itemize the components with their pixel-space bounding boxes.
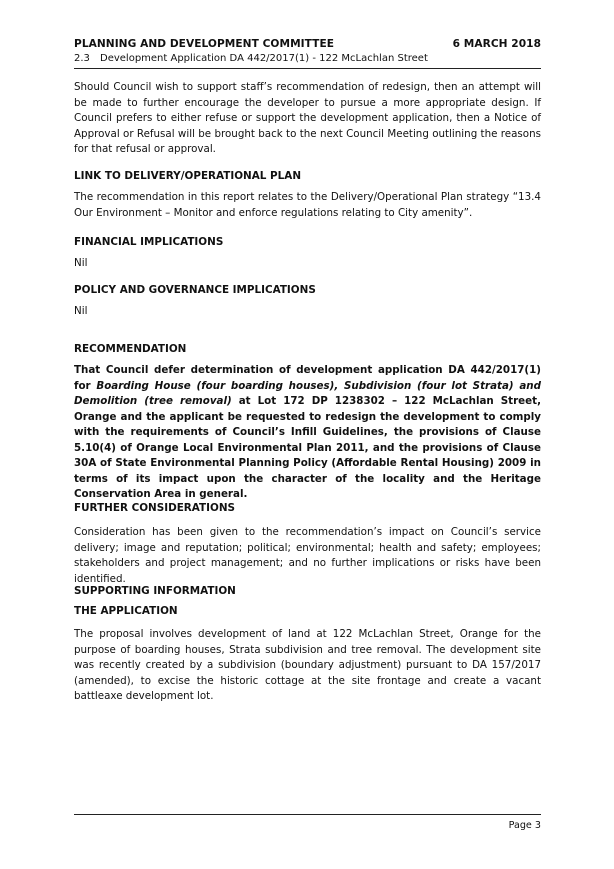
- page-number: Page 3: [508, 820, 541, 831]
- recommendation-part-3: at Lot 172 DP 1238302 – 122 McLachlan Street, Orange and the applicant be requested to redesign the development to comply with the requirements of Council’s Infill Guidelines, the provisions of Clause 5.10(4) of Orange Local Environmental Plan 2011, and the provisions of Clause 30A of State Environmental Planning Policy (Affordable Rental Housing) 2009 in terms of its impact upon the character of the locality and the Heritage Conservation Area in general.: [74, 395, 541, 500]
- footer-divider: [74, 814, 541, 815]
- financial-text: Nil: [74, 257, 88, 269]
- page-header: [74, 38, 541, 50]
- recommendation-paragraph: [74, 363, 541, 503]
- policy-heading: POLICY AND GOVERNANCE IMPLICATIONS: [74, 284, 316, 296]
- item-subtitle: [74, 53, 541, 64]
- recommendation-part-1: That Council defer determination of development application DA 442/2017(1) for: [74, 364, 541, 392]
- supporting-heading: SUPPORTING INFORMATION: [74, 585, 236, 597]
- financial-heading: FINANCIAL IMPLICATIONS: [74, 236, 224, 248]
- recommendation-italic: Boarding House (four boarding houses), Subdivision (four lot Strata) and Demolition (tree removal): [74, 379, 542, 407]
- item-number: 2.3: [74, 53, 90, 64]
- further-heading: FURTHER CONSIDERATIONS: [74, 502, 235, 514]
- item-title: Development Application DA 442/2017(1) - 122 McLachlan Street: [100, 53, 428, 64]
- header-divider: [74, 68, 541, 69]
- link-heading: LINK TO DELIVERY/OPERATIONAL PLAN: [74, 170, 302, 182]
- recommendation-heading: RECOMMENDATION: [74, 343, 187, 355]
- further-paragraph: Consideration has been given to the recommendation’s impact on Council’s service delivery; image and reputation; political; environmental; health and safety; employees; stakeholders and project management; and no further implications or risks have been identified.: [74, 526, 541, 585]
- link-paragraph: The recommendation in this report relates to the Delivery/Operational Plan strategy “13.4 Our Environment – Monitor and enforce regulations relating to City amenity”.: [74, 191, 541, 219]
- application-paragraph: The proposal involves development of land at 122 McLachlan Street, Orange for the purpose of boarding houses, Strata subdivision and tree removal. The development site was recently created by a subdivision (boundary adjustment) pursuant to DA 157/2017 (amended), to excise the historic cottage at the site frontage and create a vacant battleaxe development lot.: [74, 628, 541, 702]
- meeting-date: 6 MARCH 2018: [452, 38, 541, 50]
- intro-paragraph: Should Council wish to support staff’s recommendation of redesign, then an attempt will be made to further encourage the developer to pursue a more appropriate design. If Council prefers to either refuse or support the development application, then a Notice of Approval or Refusal will be brought back to the next Council Meeting outlining the reasons for that refusal or approval.: [74, 81, 541, 155]
- application-heading: THE APPLICATION: [74, 605, 178, 617]
- policy-text: Nil: [74, 305, 88, 317]
- committee-title: PLANNING AND DEVELOPMENT COMMITTEE: [74, 38, 335, 50]
